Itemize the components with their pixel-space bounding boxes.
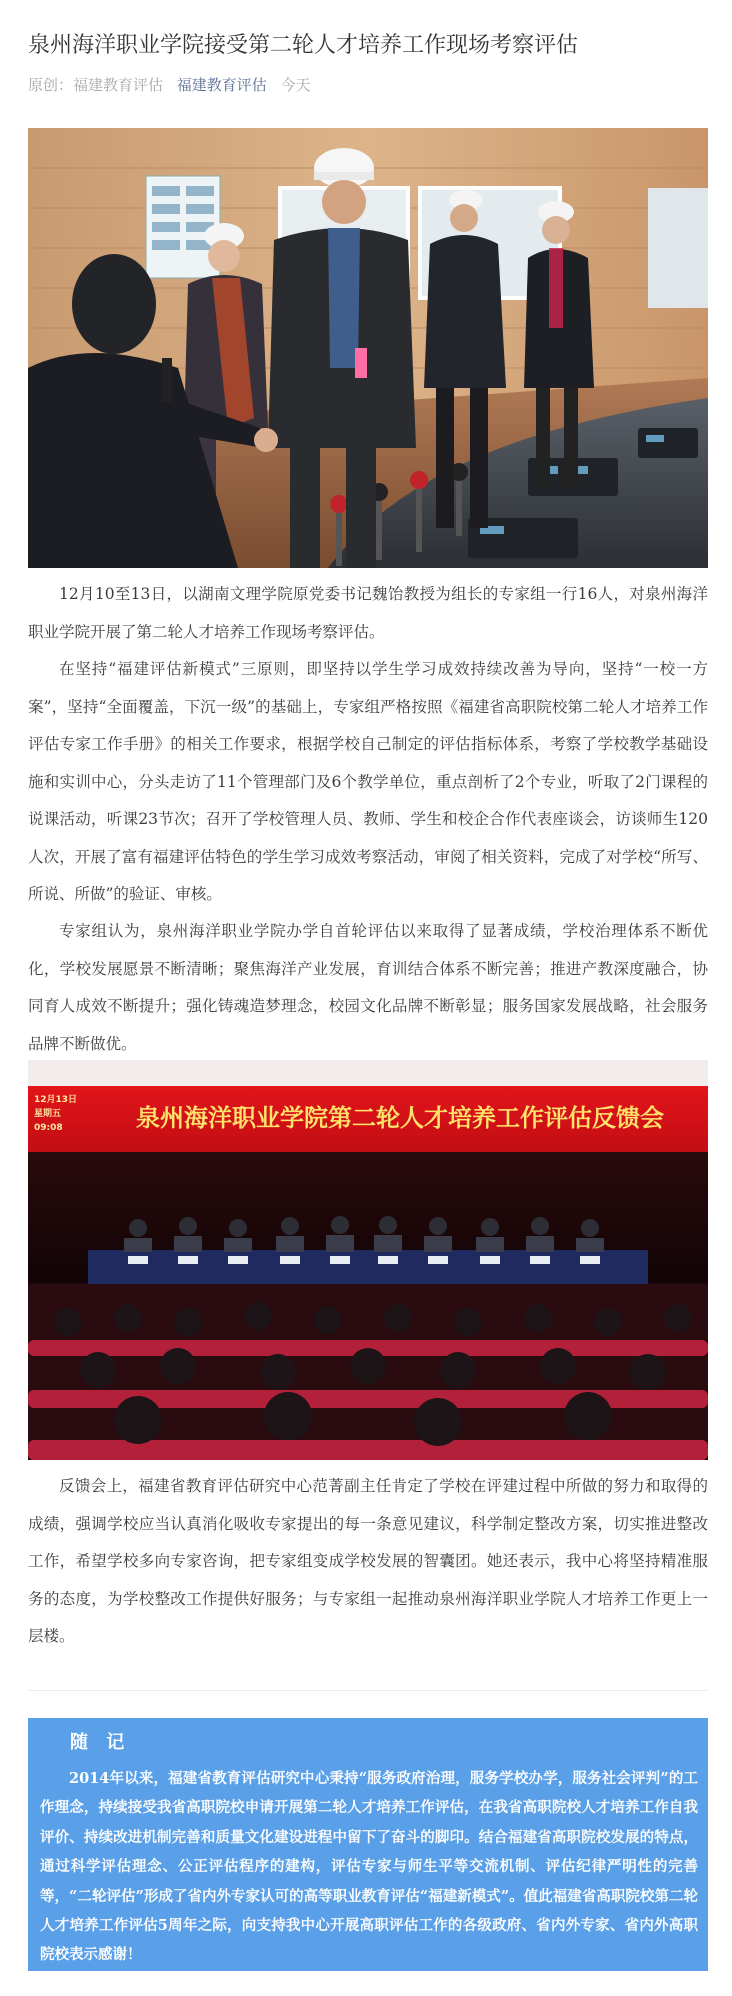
section-divider [28,1690,708,1691]
article-title: 泉州海洋职业学院接受第二轮人才培养工作现场考察评估 [28,33,579,58]
paragraph-3: 专家组认为，泉州海洋职业学院办学自首轮评估以来取得了显著成绩，学校治理体系不断优化，学校发展愿景不断清晰；聚焦海洋产业发展，育训结合体系不断完善；推进产教深度融合，协同育人成效不断提升；强化铸魂造梦理念，校园文化品牌不断彰显；服务国家发展战略，社会服务品牌不断做优。 [28,922,708,1053]
clock-time: 09:08 [34,1123,63,1133]
clock-weekday: 星期五 [34,1109,62,1119]
paragraph-2: 在坚持“福建评估新模式”三原则，即坚持以学生学习成效持续改善为导向，坚持“一校一方案”，坚持“全面覆盖，下沉一级”的基础上，专家组严格按照《福建省高职院校第二轮人才培养工作评估专家工作手册》的相关工作要求，根据学校自己制定的评估指标体系，考察了学校教学基础设施和实训中心，分头走访了11个管理部门及6个教学单位，重点剖析了2个专业，听取了2门课程的说课活动，听课23节次；召开了学校管理人员、教师、学生和校企合作代表座谈会，访谈师生120人次，开展了富有福建评估特色的学生学习成效考察活动，审阅了相关资料，完成了对学校“所写、所说、所做”的验证、审核。 [28,660,708,903]
original-label: 原创：福建教育评估 [28,76,164,94]
postscript-title: 随 记 [70,1732,131,1753]
window-3 [648,188,708,308]
publish-date: 今天 [280,76,311,94]
photo-bridge-simulator-inspection [28,128,708,568]
ceiling [28,1060,708,1086]
paragraph-1: 12月10至13日，以湖南文理学院原党委书记魏饴教授为组长的专家组一行16人，对泉州海洋职业学院开展了第二轮人才培养工作现场考察评估。 [28,585,708,641]
banner-text: 泉州海洋职业学院第二轮人才培养工作评估反馈会 [136,1104,664,1132]
head-table [88,1250,648,1284]
account-link[interactable]: 福建教育评估 [176,76,267,94]
paragraph-4: 反馈会上，福建省教育评估研究中心范菁副主任肯定了学校在评建过程中所做的努力和取得的成绩，强调学校应当认真消化吸收专家提出的每一条意见建议，科学制定整改方案，切实推进整改工作，希望学校多向专家咨询，把专家组变成学校发展的智囊团。她还表示，我中心将坚持精准服务的态度，为学校整改工作提供好服务；与专家组一起推动泉州海洋职业学院人才培养工作更上一层楼。 [28,1477,708,1645]
clock-date: 12月13日 [34,1095,78,1105]
postscript-body: 2014年以来，福建省教育评估研究中心秉持“服务政府治理，服务学校办学，服务社会评判”的工作理念，持续接受我省高职院校申请开展第二轮人才培养工作评估，在我省高职院校人才培养工作自我评价、持续改进机制完善和质量文化建设进程中留下了奋斗的脚印。结合福建省高职院校发展的特点，通过科学评估理念、公正评估程序的建构，评估专家与师生平等交流机制、评估纪律严明性的完善等，“二轮评估”形成了省内外专家认可的高等职业教育评估“福建新模式”。值此福建省高职院校第二轮人才培养工作评估5周年之际，向支持我中心开展高职评估工作的各级政府、省内外专家、省内外高职院校表示感谢！ [40,1770,698,1964]
article-meta [28,74,311,96]
photo-feedback-meeting [28,1060,708,1460]
postscript-box [28,1718,708,1971]
